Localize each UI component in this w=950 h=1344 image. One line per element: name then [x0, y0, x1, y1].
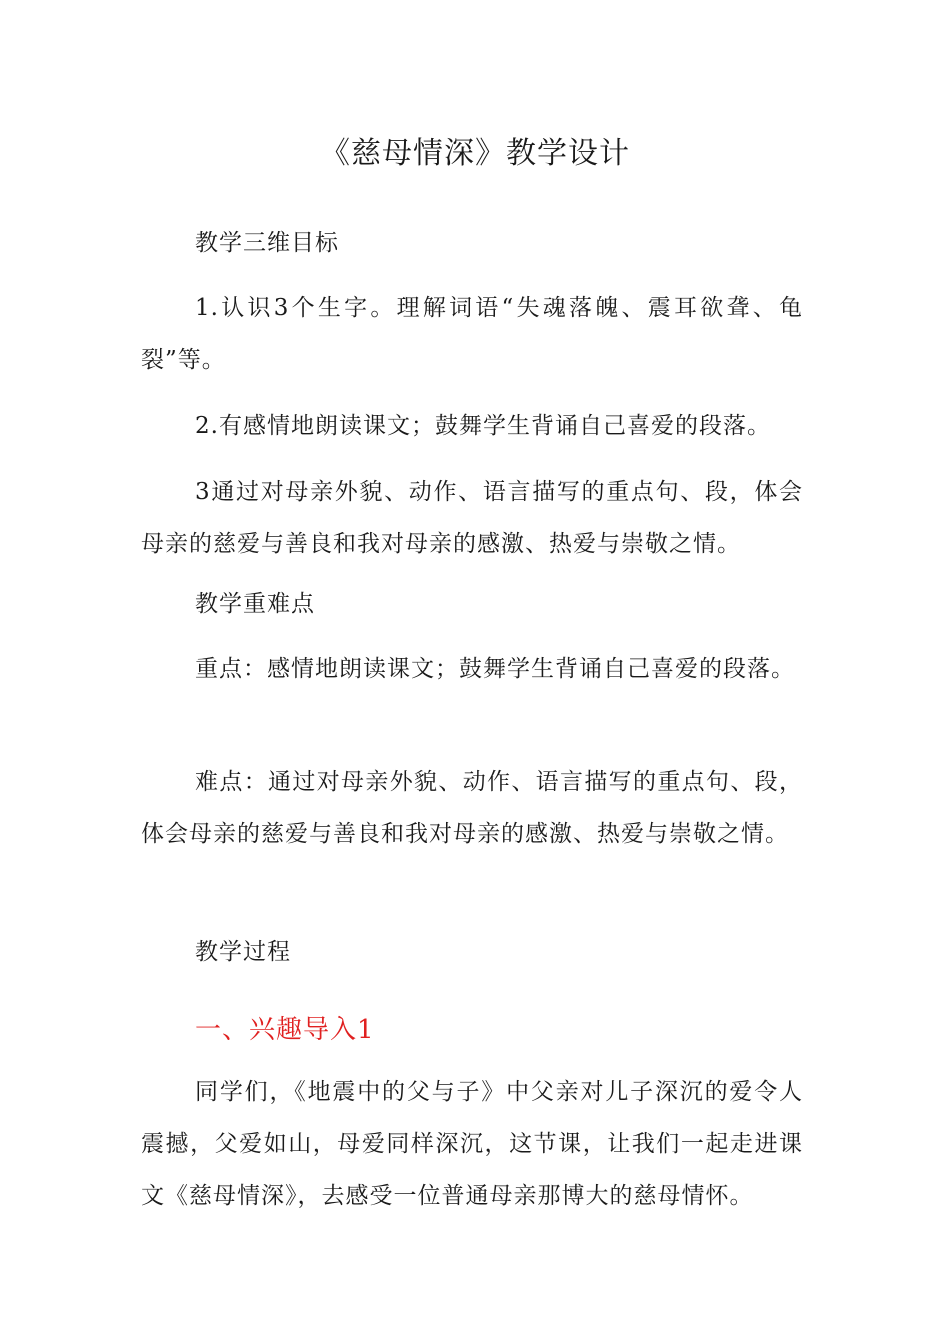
part-1-heading: 一、兴趣导入1	[195, 1015, 375, 1045]
document-title: 《慈母情深》教学设计	[320, 136, 630, 171]
section-heading-keypoints: 教学重难点	[195, 591, 316, 617]
section-heading-goals: 教学三维目标	[195, 230, 340, 256]
goal-item-1: 1.认识3个生字。理解词语“失魂落魄、震耳欲聋、龟裂”等。	[141, 295, 803, 373]
difficult-point-paragraph: 难点：通过对母亲外貌、动作、语言描写的重点句、段，体会母亲的慈爱与善良和我对母亲的感激、热爱与崇敬之情。	[141, 769, 803, 847]
goal-item-3: 3通过对母亲外貌、动作、语言描写的重点句、段，体会母亲的慈爱与善良和我对母亲的感激、热爱与崇敬之情。	[141, 479, 803, 557]
part-1-paragraph: 同学们，《地震中的父与子》中父亲对儿子深沉的爱令人震撼，父爱如山，母爱同样深沉，这节课，让我们一起走进课文《慈母情深》，去感受一位普通母亲那博大的慈母情怀。	[141, 1079, 803, 1209]
key-point-paragraph: 重点：感情地朗读课文；鼓舞学生背诵自己喜爱的段落。	[195, 656, 796, 682]
section-heading-process: 教学过程	[195, 939, 292, 965]
goal-item-2: 2.有感情地朗读课文；鼓舞学生背诵自己喜爱的段落。	[195, 413, 771, 439]
